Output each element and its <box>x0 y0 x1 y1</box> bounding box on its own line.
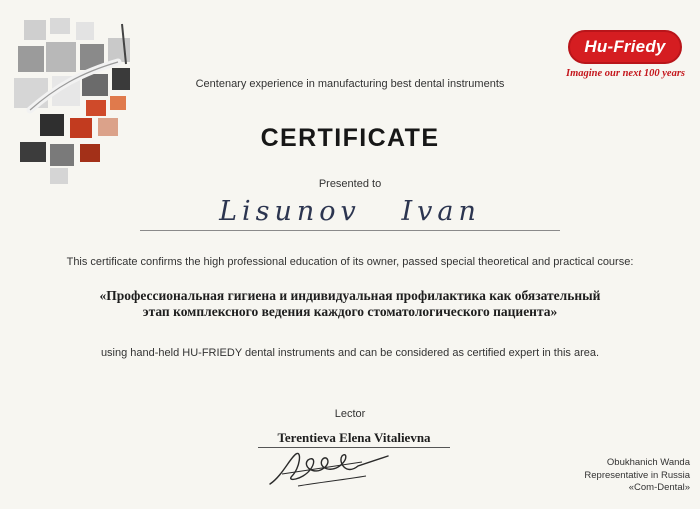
representative-name: Obukhanich Wanda <box>606 457 690 468</box>
course-title-line-2: этап комплексного ведения каждого стоматологического пациента» <box>142 304 558 319</box>
hu-friedy-logo <box>568 30 682 64</box>
representative-company: «Com-Dental» <box>628 482 690 493</box>
presented-to-label: Presented to <box>318 178 382 190</box>
representative-title: Representative in Russia <box>584 469 690 481</box>
handwritten-signature <box>262 446 402 492</box>
course-title-line-1: «Профессиональная гигиена и индивидуальная профилактика как обязательный <box>99 288 601 303</box>
brand-slogan: Imagine our next 100 years <box>565 68 685 79</box>
course-title <box>40 288 660 320</box>
recipient-underline <box>140 230 560 231</box>
logo-text: Hu-Friedy <box>584 37 666 56</box>
dental-mosaic-graphic <box>10 18 160 188</box>
lector-label: Lector <box>334 408 366 420</box>
recipient-name: Lisunov Ivan <box>219 196 481 227</box>
tagline: Centenary experience in manufacturing best dental instruments <box>195 78 505 90</box>
representative-block <box>530 457 690 495</box>
usage-text: using hand-held HU-FRIEDY dental instruments and can be considered as certified expert in this area. <box>100 347 600 359</box>
certificate-title: CERTIFICATE <box>260 124 440 152</box>
confirmation-text: This certificate confirms the high professional education of its owner, passed special theoretical and practical course: <box>66 256 634 268</box>
lector-name: Terentieva Elena Vitalievna <box>277 430 431 445</box>
